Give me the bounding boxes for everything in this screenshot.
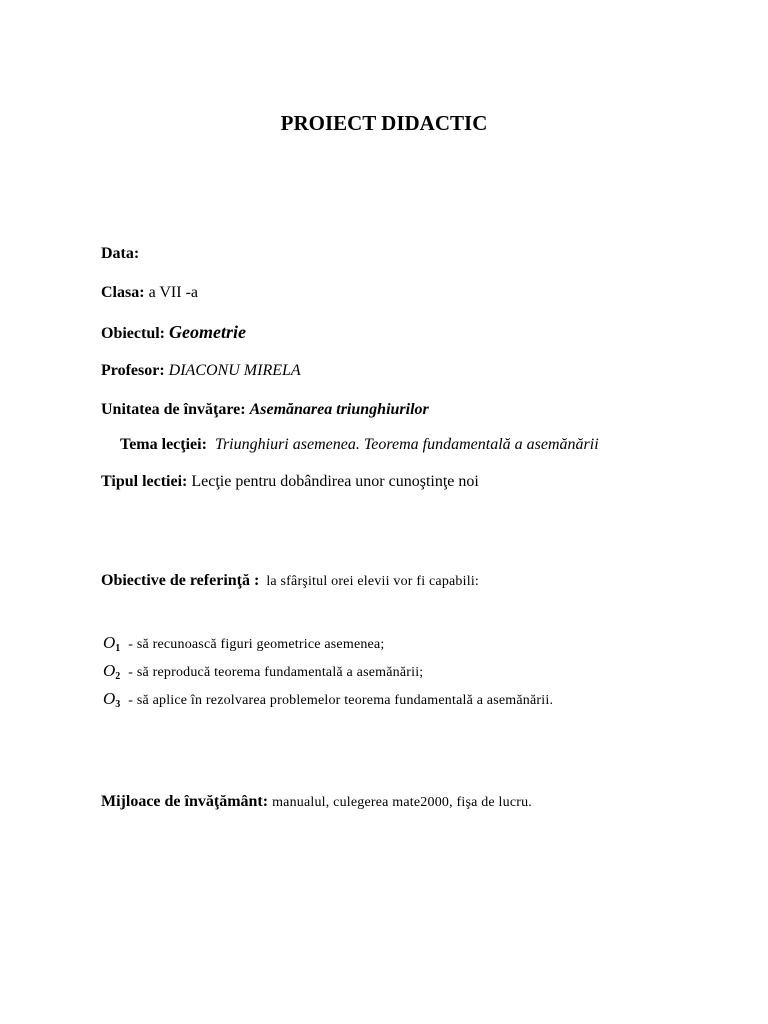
obiective-label: Obiective de referinţă : — [101, 572, 260, 589]
field-profesor-value: DIACONU MIRELA — [168, 362, 301, 379]
objective-text: - să reproducă teorema fundamentală a asemănării; — [128, 665, 424, 680]
field-unitatea-value: Asemănarea triunghiurilor — [249, 401, 429, 418]
field-tipul — [101, 474, 479, 490]
mijloace-value: manualul, culegerea mate2000, fişa de lucru. — [272, 795, 532, 810]
mijloace-line — [101, 794, 532, 810]
field-profesor-label: Profesor: — [101, 362, 165, 379]
obiective-intro: la sfârşitul orei elevii vor fi capabili: — [266, 574, 479, 589]
field-tema-value: Triunghiuri asemenea. Teorema fundamentală a asemănării — [214, 436, 599, 453]
objective-item-2 — [103, 662, 423, 680]
objective-symbol: O — [103, 661, 116, 680]
field-unitatea-label: Unitatea de învăţare: — [101, 401, 246, 418]
document-title: PROIECT DIDACTIC — [280, 111, 488, 135]
objective-symbol: O — [103, 689, 116, 708]
mijloace-label: Mijloace de învăţământ: — [101, 793, 269, 810]
field-unitatea — [101, 402, 429, 418]
objective-index: 1 — [115, 643, 121, 654]
field-obiectul — [101, 323, 246, 342]
objective-symbol: O — [103, 633, 116, 652]
field-clasa-label: Clasa: — [101, 284, 145, 301]
field-tipul-label: Tipul lectiei: — [101, 473, 188, 490]
field-clasa — [101, 285, 198, 301]
field-data-label: Data: — [101, 245, 140, 262]
field-tipul-value: Lecţie pentru dobândirea unor cunoştinţe noi — [191, 473, 479, 490]
objective-index: 2 — [115, 671, 121, 682]
field-tema — [120, 437, 599, 453]
objective-item-1 — [103, 634, 384, 652]
obiective-heading — [101, 573, 479, 589]
field-obiectul-label: Obiectul: — [101, 325, 165, 342]
objective-index: 3 — [115, 699, 121, 710]
objective-item-3 — [103, 690, 553, 708]
field-tema-label: Tema lecţiei: — [120, 436, 207, 453]
field-profesor — [101, 363, 301, 379]
field-data — [101, 246, 139, 262]
field-obiectul-value: Geometrie — [169, 322, 246, 342]
field-clasa-value: a VII -a — [148, 284, 199, 301]
objective-text: - să recunoască figuri geometrice asemenea; — [128, 637, 385, 652]
objective-text: - să aplice în rezolvarea problemelor teorema fundamentală a asemănării. — [128, 693, 554, 708]
